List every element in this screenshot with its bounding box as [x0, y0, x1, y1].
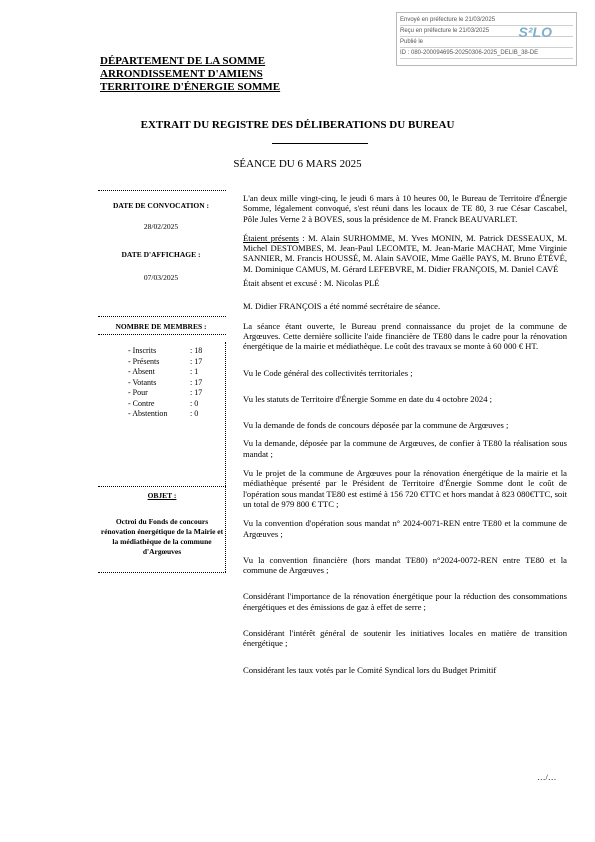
- vu-demande-mandat: Vu la demande, déposée par la commune de Argœuves, de confier à TE80 la réalisation sous mandat ;: [243, 438, 567, 459]
- vu-projet: Vu le projet de la commune de Argœuves pour la rénovation énergétique de la mairie et la médiathèque présenté par le Président de Territoire d'Énergie Somme dont le coût de l'opération sous mandat TE80 est estimé à 156 720 €TTC et hors mandat à 823 080€TTC, soit un total de 979 800 € TTC ;: [243, 468, 567, 509]
- member-row: - Pour : 17: [128, 388, 203, 397]
- session-date: SÉANCE DU 6 MARS 2025: [233, 158, 362, 170]
- header-department: DÉPARTEMENT DE LA SOMME: [100, 55, 266, 67]
- member-row: - Votants : 17: [128, 377, 203, 387]
- title-divider: [272, 143, 368, 144]
- members-table: [128, 346, 210, 420]
- header-territory: TERRITOIRE D'ÉNERGIE SOMME: [100, 81, 281, 93]
- prefecture-stamp: [396, 12, 577, 66]
- vu-convention-financiere: Vu la convention financière (hors mandat TE80) n°2024-0072-REN entre TE80 et la commune de Argœuves ;: [243, 554, 567, 576]
- objet-bottom-rule: [98, 572, 226, 573]
- convocation-label: DATE DE CONVOCATION :: [112, 201, 210, 210]
- stamp-published: Publié le: [400, 37, 573, 48]
- header-arrondissement: ARRONDISSEMENT D'AMIENS: [100, 68, 263, 80]
- stamp-id: ID : 080-200094695-20250306-2025_DELIB_38-DE: [400, 48, 573, 59]
- affichage-label: DATE D'AFFICHAGE :: [121, 250, 201, 259]
- attendees-list: : M. Alain SURHOMME, M. Yves MONIN, M. Patrick DESSEAUX, M. Michel DESTOMBES, M. Jean-Paul LECOMTE, M. Jean-Marie MACHAT, Mme Virginie SANNIER, M. Francis HOUSSÉ, M. Alain SAVOIE, Mme Gaëlle PAYS, M. Bruno ÉTÉVÉ, M. Dominique CAMUS, M. Gérard LEFEBVRE, M. Didier FRANÇOIS, M. Daniel CAVÉ: [243, 232, 567, 274]
- document-header: [100, 55, 280, 94]
- continuation-mark: …/…: [537, 772, 557, 782]
- considerant-interet: Considérant l'intérêt général de soutenir les initiatives locales en matière de transition énergétique ;: [243, 628, 567, 649]
- objet-text: Octroi du Fonds de concours rénovation énergétique de la Mairie et la médiathèque de la commune d'Argœuves: [100, 517, 224, 556]
- member-row: - Inscrits : 18: [128, 346, 203, 355]
- members-top-rule: [98, 316, 226, 317]
- member-row: - Absent : 1: [128, 367, 199, 376]
- members-label: NOMBRE DE MEMBRES :: [115, 322, 207, 331]
- objet-block: [98, 491, 226, 557]
- stamp-received: Reçu en préfecture le 21/03/2025: [400, 26, 573, 37]
- absent-paragraph: Était absent et excusé : M. Nicolas PLÉ: [243, 278, 380, 289]
- considerant-importance: Considérant l'importance de la rénovation énergétique pour la réduction des consommations énergétiques et des émissions de gaz à effet de serre ;: [243, 591, 567, 612]
- deliberation-body: [243, 193, 567, 675]
- members-header: [96, 322, 226, 331]
- vu-statuts: Vu les statuts de Territoire d'Énergie Somme en date du 4 octobre 2024 ;: [243, 393, 493, 404]
- objet-label: OBJET :: [147, 491, 177, 500]
- vu-demande-fonds: Vu la demande de fonds de concours déposée par la commune de Argœuves ;: [243, 420, 509, 431]
- vu-convention-mandat: Vu la convention d'opération sous mandat n° 2024-0071-REN entre TE80 et la commune de Argœuves ;: [243, 518, 567, 539]
- document-title: EXTRAIT DU REGISTRE DES DÉLIBERATIONS DU BUREAU: [140, 119, 455, 131]
- affichage-date: 07/03/2025: [143, 273, 179, 282]
- members-under-rule: [98, 334, 226, 335]
- objet-top-rule: [98, 486, 226, 487]
- attendees-paragraph: [243, 233, 567, 274]
- member-row: - Présents : 17: [128, 356, 203, 366]
- attendees-label: Étaient présents: [243, 232, 299, 243]
- convocation-date: 28/02/2025: [143, 222, 179, 231]
- context-paragraph: La séance étant ouverte, le Bureau prend connaissance du projet de la commune de Argœuves. Cette dernière sollicite l'aide financière de TE80 dans le cadre pour la rénovation énergétique de la mairie et médiathèque. Le coût des travaux se monte à 60 000 € HT.: [243, 320, 567, 352]
- affichage-block: [96, 250, 226, 282]
- left-column-top-rule: [98, 190, 226, 191]
- considerant-taux: Considérant les taux votés par le Comité Syndical lors du Budget Primitif: [243, 664, 497, 675]
- stamp-sent: Envoyé en préfecture le 21/03/2025: [400, 15, 573, 26]
- vu-cgct: Vu le Code général des collectivités territoriales ;: [243, 367, 413, 378]
- member-row: - Contre : 0: [128, 398, 199, 408]
- s2lo-logo: S²LO: [518, 24, 552, 40]
- secretary-paragraph: M. Didier FRANÇOIS a été nommé secrétaire de séance.: [243, 301, 441, 312]
- opening-paragraph: L'an deux mille vingt-cinq, le jeudi 6 mars à 10 heures 00, le Bureau de Territoire d'Énergie Somme, légalement convoqué, s'est réuni dans les locaux de TE 80, 3 rue César Cascabel, Pôle Jules Verne 2 à BOVES, sous la présidence de M. Franck BEAUVARLET.: [243, 193, 567, 224]
- convocation-block: [96, 201, 226, 231]
- member-row: - Abstention : 0: [128, 409, 199, 418]
